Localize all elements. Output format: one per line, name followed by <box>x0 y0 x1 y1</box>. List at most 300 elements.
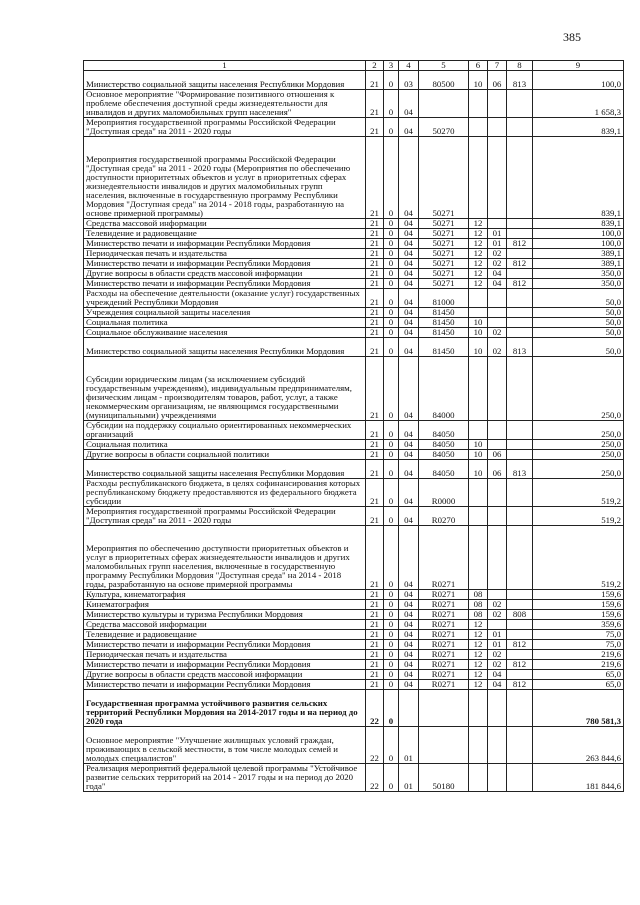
item-name: Министерство печати и информации Республики Мордовия <box>84 239 366 249</box>
table-row <box>84 630 624 640</box>
cell-col5: 84050 <box>419 440 469 450</box>
cell-col2: 21 <box>366 660 384 670</box>
table-row <box>84 620 624 630</box>
cell-amount: 50,0 <box>533 308 624 318</box>
cell-col7 <box>488 440 507 450</box>
cell-amount: 159,6 <box>533 600 624 610</box>
cell-col6 <box>469 526 488 590</box>
cell-amount: 263 844,6 <box>533 727 624 764</box>
table-row <box>84 479 624 507</box>
cell-col5: R0271 <box>419 670 469 680</box>
cell-col5: 84000 <box>419 357 469 421</box>
cell-col6: 12 <box>469 660 488 670</box>
cell-col6: 08 <box>469 600 488 610</box>
cell-col4: 04 <box>399 357 419 421</box>
cell-col7: 02 <box>488 650 507 660</box>
cell-col5: 81450 <box>419 338 469 357</box>
cell-col6: 12 <box>469 650 488 660</box>
cell-col3: 0 <box>384 727 399 764</box>
cell-col8 <box>507 90 533 118</box>
cell-col7: 06 <box>488 460 507 479</box>
cell-col4: 04 <box>399 239 419 249</box>
cell-col7: 04 <box>488 279 507 289</box>
cell-col2: 21 <box>366 289 384 308</box>
cell-col2: 21 <box>366 620 384 630</box>
item-name: Основное мероприятие "Формирование позитивного отношения к проблеме обеспечения доступной среды жизнедеятельности для инвалидов и других маломобильных групп населения" <box>84 90 366 118</box>
cell-col8 <box>507 670 533 680</box>
cell-col3: 0 <box>384 630 399 640</box>
cell-col5: 50271 <box>419 249 469 259</box>
cell-col2: 22 <box>366 690 384 727</box>
header-col-1: 1 <box>84 61 366 71</box>
header-col-3: 3 <box>384 61 399 71</box>
header-col-6: 6 <box>469 61 488 71</box>
cell-col8: 812 <box>507 259 533 269</box>
cell-col8 <box>507 308 533 318</box>
cell-col4: 04 <box>399 421 419 440</box>
cell-col5: 81450 <box>419 308 469 318</box>
cell-col7: 04 <box>488 269 507 279</box>
table-row <box>84 328 624 338</box>
item-name: Министерство печати и информации Республики Мордовия <box>84 680 366 690</box>
cell-amount: 181 844,6 <box>533 764 624 792</box>
table-row <box>84 460 624 479</box>
cell-amount: 219,6 <box>533 650 624 660</box>
table-row <box>84 526 624 590</box>
table-row <box>84 289 624 308</box>
cell-col2: 21 <box>366 308 384 318</box>
cell-col6: 12 <box>469 680 488 690</box>
cell-col6 <box>469 289 488 308</box>
cell-col3: 0 <box>384 620 399 630</box>
table-row <box>84 764 624 792</box>
cell-col6: 12 <box>469 630 488 640</box>
cell-col8: 812 <box>507 279 533 289</box>
cell-amount: 50,0 <box>533 338 624 357</box>
cell-col3: 0 <box>384 279 399 289</box>
cell-col2: 21 <box>366 338 384 357</box>
item-name: Государственная программа устойчивого развития сельских территорий Республики Мордовия на 2014-2017 годы и на период до 2020 года <box>84 690 366 727</box>
item-name: Субсидии юридическим лицам (за исключением субсидий государственным учреждениям), индивидуальным предпринимателям, физическим лицам - производителям товаров, работ, услуг, а также некоммерческим организациям, не являющимся государственными (муниципальными) учреждениями <box>84 357 366 421</box>
cell-col2: 22 <box>366 727 384 764</box>
table-header <box>84 61 624 71</box>
cell-col4: 04 <box>399 590 419 600</box>
cell-col7: 02 <box>488 660 507 670</box>
cell-col8 <box>507 590 533 600</box>
cell-col8: 812 <box>507 660 533 670</box>
item-name: Основное мероприятие "Улучшение жилищных условий граждан, проживающих в сельской местности, в том числе молодых семей и молодых специалистов" <box>84 727 366 764</box>
cell-col7: 01 <box>488 630 507 640</box>
item-name: Телевидение и радиовещание <box>84 630 366 640</box>
cell-col7 <box>488 357 507 421</box>
cell-col5: 50271 <box>419 239 469 249</box>
table-row <box>84 308 624 318</box>
cell-col2: 21 <box>366 318 384 328</box>
cell-col2: 21 <box>366 600 384 610</box>
table-row <box>84 421 624 440</box>
cell-col5 <box>419 90 469 118</box>
cell-amount: 50,0 <box>533 289 624 308</box>
cell-col7: 04 <box>488 670 507 680</box>
cell-col2: 21 <box>366 118 384 137</box>
cell-col5: R0271 <box>419 650 469 660</box>
cell-col7: 02 <box>488 600 507 610</box>
table-row <box>84 650 624 660</box>
cell-col3: 0 <box>384 670 399 680</box>
cell-col5: R0000 <box>419 479 469 507</box>
cell-amount: 350,0 <box>533 269 624 279</box>
cell-col7: 06 <box>488 450 507 460</box>
cell-col4: 04 <box>399 600 419 610</box>
cell-col7 <box>488 526 507 590</box>
cell-col5: 50271 <box>419 269 469 279</box>
cell-col8 <box>507 219 533 229</box>
cell-col7 <box>488 620 507 630</box>
cell-col4: 04 <box>399 269 419 279</box>
cell-col7 <box>488 590 507 600</box>
cell-amount: 100,0 <box>533 229 624 239</box>
header-col-2: 2 <box>366 61 384 71</box>
item-name: Телевидение и радиовещание <box>84 229 366 239</box>
cell-col2: 21 <box>366 71 384 90</box>
item-name: Периодическая печать и издательства <box>84 650 366 660</box>
cell-col3: 0 <box>384 526 399 590</box>
cell-amount: 780 581,3 <box>533 690 624 727</box>
item-name: Министерство печати и информации Республики Мордовия <box>84 279 366 289</box>
cell-col5: R0271 <box>419 610 469 620</box>
cell-col8 <box>507 118 533 137</box>
header-col-9: 9 <box>533 61 624 71</box>
item-name: Социальное обслуживание населения <box>84 328 366 338</box>
cell-col2: 21 <box>366 526 384 590</box>
cell-col6 <box>469 690 488 727</box>
table-row <box>84 259 624 269</box>
header-col-4: 4 <box>399 61 419 71</box>
cell-col5 <box>419 727 469 764</box>
item-name: Расходы на обеспечение деятельности (оказание услуг) государственных учреждений Республики Мордовия <box>84 289 366 308</box>
item-name: Средства массовой информации <box>84 620 366 630</box>
cell-col3: 0 <box>384 590 399 600</box>
cell-amount: 100,0 <box>533 239 624 249</box>
cell-col8 <box>507 479 533 507</box>
cell-col6: 10 <box>469 450 488 460</box>
cell-col6: 10 <box>469 318 488 328</box>
cell-col3: 0 <box>384 137 399 219</box>
cell-col7 <box>488 727 507 764</box>
table-row <box>84 239 624 249</box>
cell-col4: 04 <box>399 259 419 269</box>
table-row <box>84 279 624 289</box>
cell-col8: 813 <box>507 460 533 479</box>
cell-col8 <box>507 318 533 328</box>
item-name: Социальная политика <box>84 440 366 450</box>
cell-col3: 0 <box>384 421 399 440</box>
cell-amount: 250,0 <box>533 450 624 460</box>
cell-amount: 1 658,3 <box>533 90 624 118</box>
item-name: Мероприятия государственной программы Российской Федерации "Доступная среда" на 2011 - 2020 годы (Мероприятия по обеспечению доступности приоритетных объектов и услуг в приоритетных сферах жизнедеятельности инвалидов и других маломобильных групп населения, включенные в государственную программу Республики Мордовия "Доступная среда" на 2014 - 2018 годы, разработанную на основе примерной программы) <box>84 137 366 219</box>
cell-col2: 21 <box>366 137 384 219</box>
cell-col3: 0 <box>384 650 399 660</box>
cell-col3: 0 <box>384 660 399 670</box>
cell-col3: 0 <box>384 249 399 259</box>
cell-col7: 02 <box>488 249 507 259</box>
table-row <box>84 610 624 620</box>
cell-col7: 02 <box>488 328 507 338</box>
cell-col5: 81450 <box>419 318 469 328</box>
cell-col4: 04 <box>399 640 419 650</box>
cell-amount: 839,1 <box>533 137 624 219</box>
cell-col6: 10 <box>469 460 488 479</box>
cell-col6: 08 <box>469 590 488 600</box>
cell-col2: 22 <box>366 764 384 792</box>
cell-col8 <box>507 764 533 792</box>
cell-col3: 0 <box>384 90 399 118</box>
cell-amount: 250,0 <box>533 440 624 450</box>
item-name: Министерство социальной защиты населения Республики Мордовия <box>84 338 366 357</box>
cell-col6: 12 <box>469 640 488 650</box>
cell-col5: 84050 <box>419 421 469 440</box>
cell-col2: 21 <box>366 357 384 421</box>
cell-col3: 0 <box>384 460 399 479</box>
table-row <box>84 118 624 137</box>
cell-col5: 81000 <box>419 289 469 308</box>
cell-amount: 519,2 <box>533 479 624 507</box>
cell-col4: 04 <box>399 279 419 289</box>
cell-col5: 50270 <box>419 118 469 137</box>
table-row <box>84 640 624 650</box>
table-row <box>84 229 624 239</box>
item-name: Расходы республиканского бюджета, в целях софинансирования которых республиканскому бюджету предоставляются из федерального бюджета субсидии <box>84 479 366 507</box>
table-row <box>84 71 624 90</box>
cell-col5 <box>419 690 469 727</box>
cell-col8: 813 <box>507 338 533 357</box>
item-name: Министерство печати и информации Республики Мордовия <box>84 660 366 670</box>
cell-amount: 350,0 <box>533 279 624 289</box>
item-name: Социальная политика <box>84 318 366 328</box>
cell-amount: 389,1 <box>533 259 624 269</box>
item-name: Периодическая печать и издательства <box>84 249 366 259</box>
table-row <box>84 338 624 357</box>
cell-col6: 12 <box>469 620 488 630</box>
cell-col4: 04 <box>399 308 419 318</box>
table-row <box>84 357 624 421</box>
header-col-5: 5 <box>419 61 469 71</box>
cell-col6: 10 <box>469 440 488 450</box>
cell-col8 <box>507 507 533 526</box>
cell-col6 <box>469 727 488 764</box>
cell-col8 <box>507 690 533 727</box>
cell-amount: 839,1 <box>533 118 624 137</box>
cell-col4 <box>399 690 419 727</box>
cell-col2: 21 <box>366 440 384 450</box>
cell-col3: 0 <box>384 338 399 357</box>
cell-col6: 12 <box>469 279 488 289</box>
cell-col5: R0271 <box>419 630 469 640</box>
cell-col4: 04 <box>399 479 419 507</box>
cell-col4: 04 <box>399 460 419 479</box>
cell-col2: 21 <box>366 239 384 249</box>
cell-col2: 21 <box>366 259 384 269</box>
cell-col7 <box>488 219 507 229</box>
table-body <box>84 71 624 792</box>
cell-amount: 65,0 <box>533 670 624 680</box>
cell-col6: 10 <box>469 338 488 357</box>
table-row <box>84 660 624 670</box>
cell-col3: 0 <box>384 507 399 526</box>
cell-col3: 0 <box>384 289 399 308</box>
cell-col6 <box>469 421 488 440</box>
cell-col5: 81450 <box>419 328 469 338</box>
cell-amount: 219,6 <box>533 660 624 670</box>
cell-col8 <box>507 650 533 660</box>
cell-col3: 0 <box>384 610 399 620</box>
cell-col3: 0 <box>384 600 399 610</box>
cell-col5: 50271 <box>419 259 469 269</box>
cell-amount: 65,0 <box>533 680 624 690</box>
cell-col5: 50271 <box>419 279 469 289</box>
cell-col4: 04 <box>399 118 419 137</box>
cell-amount: 50,0 <box>533 318 624 328</box>
cell-col2: 21 <box>366 670 384 680</box>
cell-col4: 04 <box>399 526 419 590</box>
cell-col3: 0 <box>384 71 399 90</box>
cell-col4: 04 <box>399 318 419 328</box>
table-row <box>84 590 624 600</box>
item-name: Министерство печати и информации Республики Мордовия <box>84 640 366 650</box>
cell-col5: R0271 <box>419 590 469 600</box>
cell-col8 <box>507 600 533 610</box>
cell-amount: 250,0 <box>533 357 624 421</box>
cell-col8 <box>507 421 533 440</box>
cell-col5: 84050 <box>419 450 469 460</box>
cell-col6: 12 <box>469 239 488 249</box>
cell-col4: 04 <box>399 440 419 450</box>
cell-col5: 50271 <box>419 137 469 219</box>
cell-col7: 01 <box>488 640 507 650</box>
cell-col4: 04 <box>399 338 419 357</box>
item-name: Другие вопросы в области средств массовой информации <box>84 670 366 680</box>
cell-col3: 0 <box>384 690 399 727</box>
cell-col2: 21 <box>366 450 384 460</box>
cell-amount: 839,1 <box>533 219 624 229</box>
cell-col4: 04 <box>399 137 419 219</box>
cell-col8 <box>507 630 533 640</box>
cell-col2: 21 <box>366 460 384 479</box>
table-row <box>84 318 624 328</box>
cell-col4: 04 <box>399 680 419 690</box>
cell-col8 <box>507 269 533 279</box>
cell-amount: 250,0 <box>533 421 624 440</box>
table-row <box>84 440 624 450</box>
cell-col4: 04 <box>399 507 419 526</box>
cell-col6: 12 <box>469 249 488 259</box>
cell-col2: 21 <box>366 229 384 239</box>
cell-col3: 0 <box>384 269 399 279</box>
cell-col7 <box>488 421 507 440</box>
cell-amount: 159,6 <box>533 590 624 600</box>
cell-col3: 0 <box>384 680 399 690</box>
cell-amount: 519,2 <box>533 507 624 526</box>
cell-amount: 100,0 <box>533 71 624 90</box>
cell-col7 <box>488 289 507 308</box>
cell-col4: 04 <box>399 620 419 630</box>
cell-amount: 519,2 <box>533 526 624 590</box>
cell-col7: 02 <box>488 338 507 357</box>
cell-col8: 808 <box>507 610 533 620</box>
cell-col8 <box>507 727 533 764</box>
cell-col8: 812 <box>507 640 533 650</box>
item-name: Мероприятия государственной программы Российской Федерации "Доступная среда" на 2011 - 2020 годы <box>84 507 366 526</box>
cell-col8 <box>507 357 533 421</box>
cell-col7 <box>488 507 507 526</box>
cell-col2: 21 <box>366 328 384 338</box>
cell-col5: 84050 <box>419 460 469 479</box>
cell-col3: 0 <box>384 479 399 507</box>
cell-col6: 10 <box>469 71 488 90</box>
cell-col2: 21 <box>366 90 384 118</box>
cell-col3: 0 <box>384 318 399 328</box>
cell-amount: 389,1 <box>533 249 624 259</box>
cell-col6 <box>469 764 488 792</box>
cell-col6: 12 <box>469 219 488 229</box>
cell-col2: 21 <box>366 249 384 259</box>
cell-col2: 21 <box>366 640 384 650</box>
cell-col6 <box>469 137 488 219</box>
cell-col4: 04 <box>399 660 419 670</box>
cell-col5: R0271 <box>419 680 469 690</box>
cell-col7 <box>488 690 507 727</box>
cell-col2: 21 <box>366 279 384 289</box>
cell-col4: 04 <box>399 670 419 680</box>
cell-col8 <box>507 620 533 630</box>
item-name: Субсидии на поддержку социально ориентированных некоммерческих организаций <box>84 421 366 440</box>
table-row <box>84 450 624 460</box>
table-row <box>84 507 624 526</box>
cell-col6 <box>469 479 488 507</box>
cell-col7 <box>488 118 507 137</box>
item-name: Другие вопросы в области средств массовой информации <box>84 269 366 279</box>
cell-col7 <box>488 137 507 219</box>
cell-col5: 50271 <box>419 219 469 229</box>
cell-col6: 12 <box>469 670 488 680</box>
item-name: Мероприятия по обеспечению доступности приоритетных объектов и услуг в приоритетных сферах жизнедеятельности инвалидов и других маломобильных групп населения, включенные в государственную программу Республики Мордовия "Доступная среда" на 2014 - 2018 годы, разработанную на основе примерной программы <box>84 526 366 590</box>
cell-col2: 21 <box>366 269 384 279</box>
cell-col7: 02 <box>488 259 507 269</box>
cell-col4: 04 <box>399 630 419 640</box>
item-name: Мероприятия государственной программы Российской Федерации "Доступная среда" на 2011 - 2020 годы <box>84 118 366 137</box>
cell-col3: 0 <box>384 229 399 239</box>
cell-col3: 0 <box>384 259 399 269</box>
cell-col4: 03 <box>399 71 419 90</box>
cell-col2: 21 <box>366 680 384 690</box>
cell-col4: 01 <box>399 727 419 764</box>
cell-col8 <box>507 440 533 450</box>
item-name: Министерство печати и информации Республики Мордовия <box>84 259 366 269</box>
cell-col4: 04 <box>399 229 419 239</box>
cell-col4: 01 <box>399 764 419 792</box>
cell-col4: 04 <box>399 90 419 118</box>
cell-col5: 50180 <box>419 764 469 792</box>
cell-col2: 21 <box>366 219 384 229</box>
table-row <box>84 249 624 259</box>
cell-col4: 04 <box>399 328 419 338</box>
cell-col8 <box>507 450 533 460</box>
cell-col5: R0271 <box>419 526 469 590</box>
cell-col6: 12 <box>469 229 488 239</box>
cell-col5: R0271 <box>419 660 469 670</box>
item-name: Культура, кинематография <box>84 590 366 600</box>
cell-col3: 0 <box>384 219 399 229</box>
